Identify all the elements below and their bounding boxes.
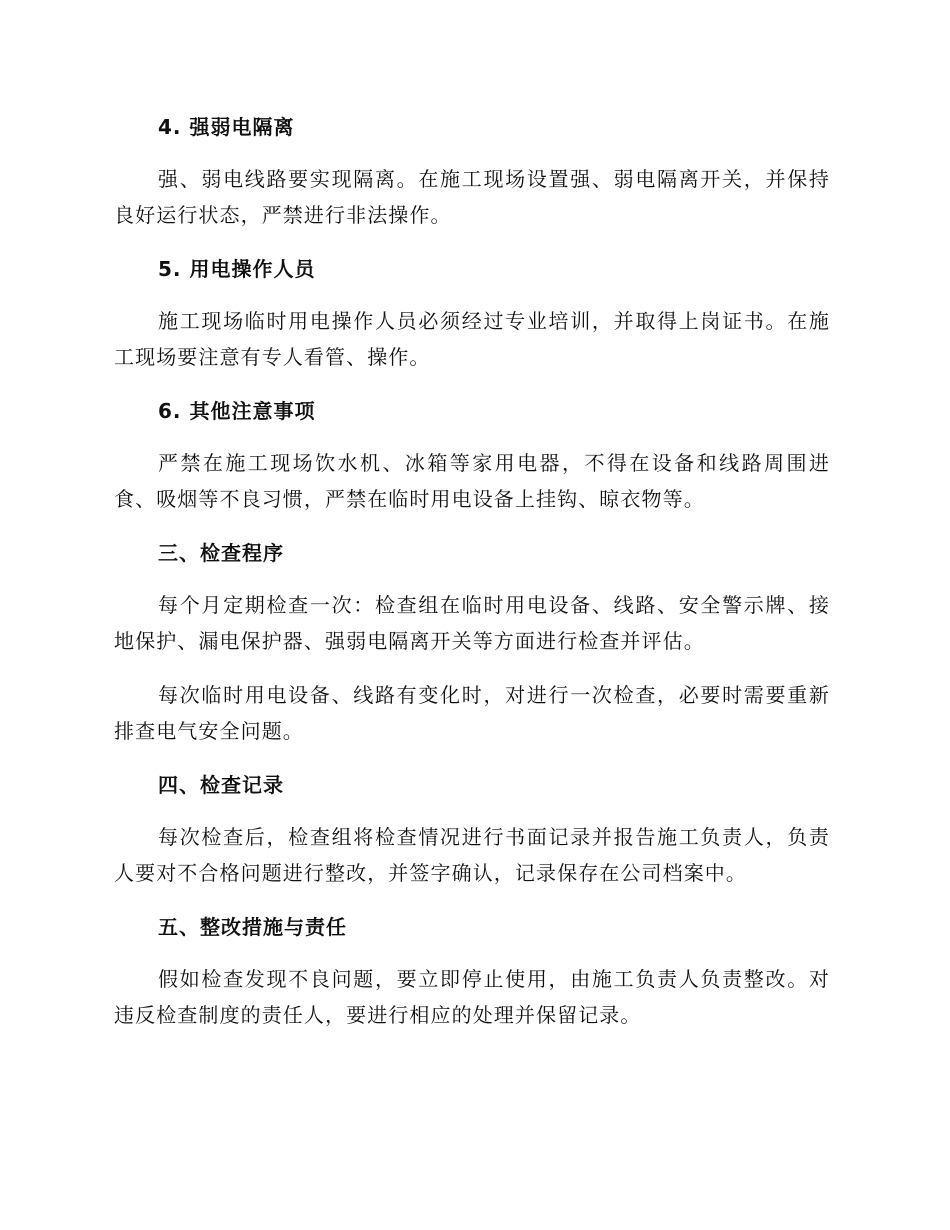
section-heading: 5. 用电操作人员 xyxy=(158,257,316,281)
section-heading: 三、检查程序 xyxy=(158,541,284,565)
paragraph: 严禁在施工现场饮水机、冰箱等家用电器，不得在设备和线路周围进食、吸烟等不良习惯，严禁在临时用电设备上挂钩、晾衣物等。 xyxy=(114,451,830,511)
section-heading: 四、检查记录 xyxy=(158,773,284,797)
paragraph: 强、弱电线路要实现隔离。在施工现场设置强、弱电隔离开关，并保持良好运行状态，严禁进行非法操作。 xyxy=(114,167,830,227)
paragraph: 施工现场临时用电操作人员必须经过专业培训，并取得上岗证书。在施工现场要注意有专人看管、操作。 xyxy=(114,309,830,369)
section-heading: 4. 强弱电隔离 xyxy=(158,115,295,139)
paragraph: 每次临时用电设备、线路有变化时，对进行一次检查，必要时需要重新排查电气安全问题。 xyxy=(114,683,830,743)
paragraph: 每个月定期检查一次：检查组在临时用电设备、线路、安全警示牌、接地保护、漏电保护器、强弱电隔离开关等方面进行检查并评估。 xyxy=(114,593,830,653)
paragraph: 每次检查后，检查组将检查情况进行书面记录并报告施工负责人，负责人要对不合格问题进行整改，并签字确认，记录保存在公司档案中。 xyxy=(114,825,830,885)
paragraph: 假如检查发现不良问题，要立即停止使用，由施工负责人负责整改。对违反检查制度的责任人，要进行相应的处理并保留记录。 xyxy=(114,967,830,1027)
section-heading: 五、整改措施与责任 xyxy=(158,915,347,939)
section-heading: 6. 其他注意事项 xyxy=(158,399,316,423)
